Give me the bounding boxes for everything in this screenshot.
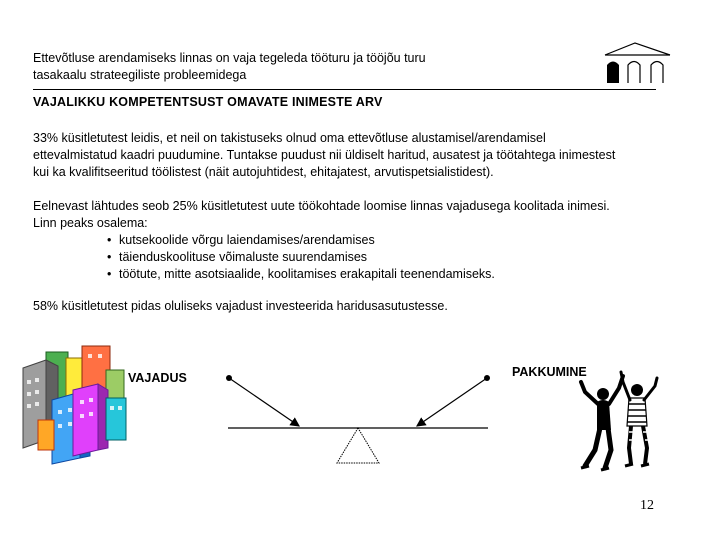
supply-label: PAKKUMINE: [512, 365, 587, 379]
header-title: [33, 50, 553, 84]
bullet-list: [107, 232, 495, 283]
supply-arrow: [417, 378, 487, 426]
header-divider: [33, 89, 656, 90]
paragraph-3: 58% küsitletutest pidas oluliseks vajadust investeerida haridusasutustesse.: [33, 299, 448, 313]
header-title-line1: Ettevõtluse arendamiseks linnas on vaja tegeleda tööturu ja tööjõu turu: [33, 51, 426, 65]
header-title-line2: tasakaalu strateegiliste probleemidega: [33, 68, 247, 82]
paragraph-2: [33, 198, 693, 232]
paragraph-2-line1: Eelnevast lähtudes seob 25% küsitletutest uute töökohtade loomise linnas vajadusega koolitada inimesi.: [33, 199, 610, 213]
demand-label: VAJADUS: [128, 371, 187, 385]
supply-point: [484, 375, 490, 381]
section-subtitle: VAJALIKKU KOMPETENTSUST OMAVATE INIMESTE ARV: [33, 95, 383, 109]
building-logo-icon: [598, 40, 678, 90]
paragraph-1-line1: 33% küsitletutest leidis, et neil on takistuseks olnud oma ettevõtluse alustamisel/arendamisel: [33, 131, 546, 145]
page-number: 12: [640, 498, 654, 513]
bullet-item: • töötute, mitte asotsiaalide, koolitamises erakapitali teenendamiseks.: [107, 266, 495, 283]
bullet-item: • täienduskoolituse võimaluste suurendamises: [107, 249, 495, 266]
demand-point: [226, 375, 232, 381]
bullet-item: • kutsekoolide võrgu laiendamises/arendamises: [107, 232, 495, 249]
demand-arrow: [229, 378, 299, 426]
paragraph-1-line3: kui ka kvalifitseeritud töölistest (näit autojuhtidest, ehitajatest, arvutispetsialistidest).: [33, 165, 494, 179]
paragraph-2-line2: Linn peaks osalema:: [33, 216, 148, 230]
paragraph-1: [33, 130, 693, 181]
paragraph-1-line2: ettevalmistatud kaadri puudumine. Tuntakse puudust nii üldiselt haritud, ausatest ja töötahtega inimestest: [33, 148, 616, 162]
people-figures-icon: [575, 368, 665, 478]
balance-fulcrum: [337, 428, 379, 463]
city-buildings-icon: [18, 340, 133, 465]
